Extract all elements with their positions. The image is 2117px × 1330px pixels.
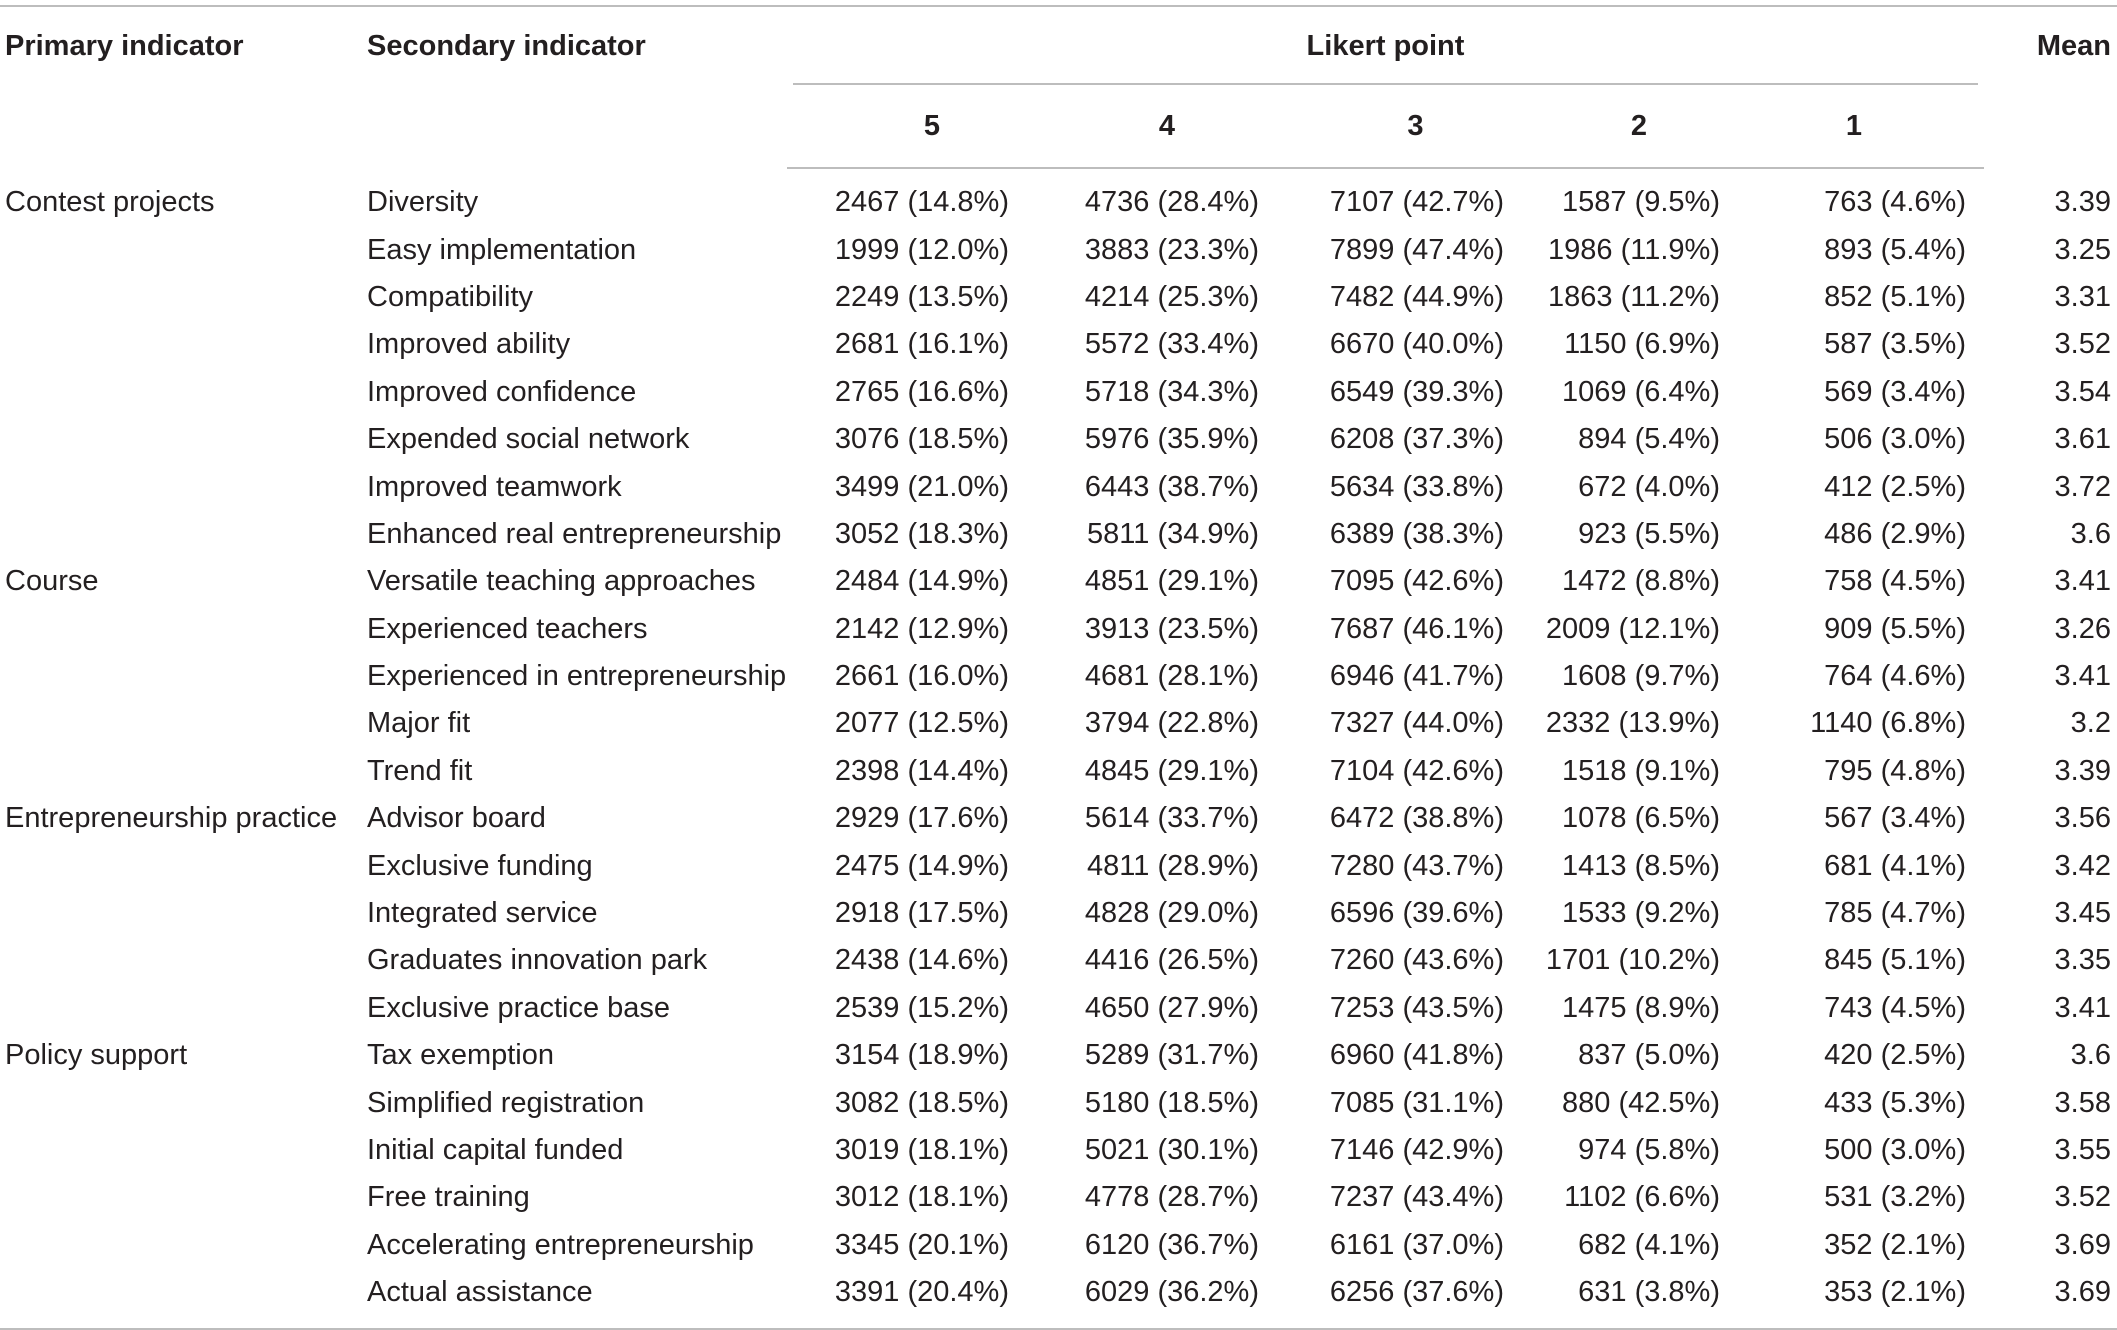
table-row bbox=[0, 937, 2117, 984]
cell-point-3: 7104 (42.6%) bbox=[1329, 754, 1504, 787]
cell-point-4: 5180 (18.5%) bbox=[1084, 1086, 1259, 1119]
header-secondary-indicator: Secondary indicator bbox=[367, 30, 646, 62]
cell-point-3: 6670 (40.0%) bbox=[1329, 328, 1504, 361]
cell-mean: 3.6 bbox=[2070, 517, 2111, 550]
cell-mean: 3.69 bbox=[2054, 1228, 2111, 1261]
cell-primary-indicator: Policy support bbox=[5, 1039, 188, 1072]
cell-point-1: 795 (4.8%) bbox=[1824, 754, 1966, 787]
cell-mean: 3.61 bbox=[2054, 423, 2111, 456]
cell-primary-indicator bbox=[0, 463, 367, 510]
cell-point-1: 681 (4.1%) bbox=[1824, 849, 1966, 882]
cell-point-1: 352 (2.1%) bbox=[1824, 1228, 1966, 1261]
cell-point-2: 894 (5.4%) bbox=[1578, 423, 1720, 456]
cell-point-4: 4778 (28.7%) bbox=[1084, 1181, 1259, 1214]
table-row bbox=[0, 226, 2117, 273]
cell-primary-indicator bbox=[0, 1127, 367, 1174]
cell-mean: 3.45 bbox=[2054, 897, 2111, 930]
table-row bbox=[0, 842, 2117, 889]
cell-mean: 3.31 bbox=[2054, 280, 2111, 313]
cell-secondary-indicator: Easy implementation bbox=[367, 233, 637, 266]
cell-point-5: 3019 (18.1%) bbox=[834, 1134, 1009, 1166]
header-point-3: 3 bbox=[1267, 85, 1514, 168]
cell-secondary-indicator: Expended social network bbox=[367, 423, 690, 456]
cell-primary-indicator: Contest projects bbox=[5, 185, 215, 218]
cell-point-3: 7253 (43.5%) bbox=[1329, 991, 1504, 1024]
cell-point-4: 4811 (28.9%) bbox=[1087, 849, 1259, 882]
cell-point-5: 2539 (15.2%) bbox=[834, 991, 1009, 1024]
cell-point-3: 7107 (42.7%) bbox=[1329, 186, 1504, 219]
cell-secondary-indicator: Simplified registration bbox=[367, 1086, 645, 1119]
cell-point-1: 909 (5.5%) bbox=[1824, 612, 1966, 645]
cell-mean: 3.26 bbox=[2054, 612, 2111, 645]
header-likert-label: Likert point bbox=[1306, 29, 1465, 62]
cell-point-5: 3499 (21.0%) bbox=[834, 470, 1009, 503]
cell-point-3: 6472 (38.8%) bbox=[1329, 802, 1504, 835]
cell-secondary-indicator: Trend fit bbox=[367, 754, 473, 787]
cell-point-4: 5021 (30.1%) bbox=[1084, 1134, 1259, 1166]
cell-secondary-indicator: Advisor board bbox=[367, 802, 546, 835]
cell-point-3: 6208 (37.3%) bbox=[1329, 423, 1504, 456]
header-likert-point bbox=[787, 6, 1984, 85]
table-row bbox=[0, 1079, 2117, 1126]
cell-secondary-indicator: Versatile teaching approaches bbox=[367, 565, 756, 598]
cell-point-4: 3883 (23.3%) bbox=[1084, 233, 1259, 266]
cell-point-1: 420 (2.5%) bbox=[1824, 1039, 1966, 1072]
cell-point-1: 764 (4.6%) bbox=[1824, 660, 1966, 693]
cell-point-1: 569 (3.4%) bbox=[1824, 375, 1966, 408]
table-row bbox=[0, 1127, 2117, 1174]
cell-point-4: 4845 (29.1%) bbox=[1084, 754, 1259, 787]
cell-secondary-indicator: Enhanced real entrepreneurship bbox=[367, 517, 782, 550]
cell-point-1: 486 (2.9%) bbox=[1824, 517, 1966, 550]
cell-point-3: 7237 (43.4%) bbox=[1329, 1181, 1504, 1214]
cell-mean: 3.2 bbox=[2070, 707, 2111, 740]
cell-point-5: 3052 (18.3%) bbox=[834, 517, 1009, 550]
cell-point-3: 7146 (42.9%) bbox=[1329, 1134, 1504, 1166]
cell-point-2: 1587 (9.5%) bbox=[1562, 186, 1720, 219]
cell-secondary-indicator: Experienced in entrepreneurship bbox=[367, 660, 787, 693]
table-row bbox=[0, 653, 2117, 700]
cell-point-4: 5572 (33.4%) bbox=[1084, 328, 1259, 361]
cell-point-5: 3391 (20.4%) bbox=[787, 1269, 1017, 1329]
cell-mean: 3.39 bbox=[2054, 185, 2111, 218]
cell-point-5: 3345 (20.1%) bbox=[834, 1228, 1009, 1261]
cell-primary-indicator bbox=[0, 606, 367, 653]
cell-secondary-indicator: Tax exemption bbox=[367, 1039, 554, 1072]
cell-secondary-indicator: Major fit bbox=[367, 707, 471, 740]
header-row-1 bbox=[0, 6, 2117, 85]
cell-mean: 3.42 bbox=[2054, 849, 2111, 882]
cell-point-2: 631 (3.8%) bbox=[1514, 1269, 1764, 1329]
cell-point-2: 880 (42.5%) bbox=[1562, 1086, 1720, 1119]
cell-point-2: 1701 (10.2%) bbox=[1545, 944, 1720, 977]
cell-secondary-indicator: Exclusive practice base bbox=[367, 991, 671, 1024]
cell-point-1: 531 (3.2%) bbox=[1824, 1181, 1966, 1214]
cell-point-3: 5634 (33.8%) bbox=[1329, 470, 1504, 503]
cell-primary-indicator bbox=[0, 937, 367, 984]
cell-point-5: 2467 (14.8%) bbox=[834, 186, 1009, 219]
cell-point-1: 412 (2.5%) bbox=[1824, 470, 1966, 503]
table-row bbox=[0, 795, 2117, 842]
cell-primary-indicator bbox=[0, 369, 367, 416]
cell-point-2: 1102 (6.6%) bbox=[1564, 1181, 1720, 1214]
cell-point-4: 6443 (38.7%) bbox=[1084, 470, 1259, 503]
cell-point-5: 3082 (18.5%) bbox=[834, 1086, 1009, 1119]
cell-point-5: 2484 (14.9%) bbox=[834, 565, 1009, 598]
cell-point-1: 845 (5.1%) bbox=[1824, 944, 1966, 977]
cell-point-2: 1863 (11.2%) bbox=[1548, 280, 1720, 313]
table-row bbox=[0, 748, 2117, 795]
cell-mean: 3.41 bbox=[2054, 565, 2111, 598]
cell-secondary-indicator: Graduates innovation park bbox=[367, 944, 708, 977]
cell-point-4: 6029 (36.2%) bbox=[1017, 1269, 1267, 1329]
cell-point-1: 893 (5.4%) bbox=[1824, 233, 1966, 266]
cell-point-3: 7280 (43.7%) bbox=[1329, 849, 1504, 882]
cell-point-5: 2475 (14.9%) bbox=[834, 849, 1009, 882]
cell-primary-indicator bbox=[0, 1174, 367, 1221]
header-mean: Mean bbox=[2036, 30, 2111, 62]
cell-secondary-indicator: Improved confidence bbox=[367, 375, 637, 408]
header-point-5: 5 bbox=[787, 85, 1017, 168]
cell-mean: 3.69 bbox=[1984, 1269, 2117, 1329]
cell-point-5: 2918 (17.5%) bbox=[834, 897, 1009, 930]
cell-point-2: 1608 (9.7%) bbox=[1562, 660, 1720, 693]
cell-point-4: 4736 (28.4%) bbox=[1084, 186, 1259, 219]
cell-point-3: 6946 (41.7%) bbox=[1329, 660, 1504, 693]
cell-point-2: 672 (4.0%) bbox=[1578, 470, 1720, 503]
cell-point-5: 1999 (12.0%) bbox=[834, 233, 1009, 266]
table-row bbox=[0, 1269, 2117, 1329]
cell-secondary-indicator: Exclusive funding bbox=[367, 849, 593, 882]
table-row bbox=[0, 274, 2117, 321]
cell-point-4: 6120 (36.7%) bbox=[1084, 1228, 1259, 1261]
cell-point-2: 837 (5.0%) bbox=[1578, 1039, 1720, 1072]
cell-mean: 3.39 bbox=[2054, 754, 2111, 787]
cell-point-2: 2332 (13.9%) bbox=[1545, 707, 1720, 740]
cell-point-2: 1078 (6.5%) bbox=[1562, 802, 1720, 835]
cell-point-5: 3012 (18.1%) bbox=[834, 1181, 1009, 1214]
cell-mean: 3.41 bbox=[2054, 991, 2111, 1024]
cell-point-3: 6161 (37.0%) bbox=[1329, 1228, 1504, 1261]
cell-primary-indicator: Course bbox=[5, 565, 99, 598]
cell-point-1: 1140 (6.8%) bbox=[1810, 707, 1966, 740]
cell-point-4: 4851 (29.1%) bbox=[1084, 565, 1259, 598]
cell-mean: 3.25 bbox=[2054, 233, 2111, 266]
cell-point-1: 353 (2.1%) bbox=[1764, 1269, 1984, 1329]
cell-mean: 3.41 bbox=[2054, 660, 2111, 693]
cell-point-3: 6960 (41.8%) bbox=[1329, 1039, 1504, 1072]
cell-point-3: 6256 (37.6%) bbox=[1267, 1269, 1514, 1329]
cell-point-5: 2681 (16.1%) bbox=[834, 328, 1009, 361]
table-row bbox=[0, 890, 2117, 937]
cell-point-4: 5718 (34.3%) bbox=[1084, 375, 1259, 408]
cell-point-3: 7085 (31.1%) bbox=[1329, 1086, 1504, 1119]
cell-primary-indicator bbox=[0, 1222, 367, 1269]
header-point-1: 1 bbox=[1764, 85, 1984, 168]
cell-point-4: 4828 (29.0%) bbox=[1084, 897, 1259, 930]
cell-point-3: 7327 (44.0%) bbox=[1329, 707, 1504, 740]
cell-point-2: 974 (5.8%) bbox=[1578, 1134, 1720, 1166]
table-row bbox=[0, 606, 2117, 653]
cell-point-3: 6549 (39.3%) bbox=[1329, 375, 1504, 408]
cell-primary-indicator bbox=[0, 985, 367, 1032]
cell-point-2: 2009 (12.1%) bbox=[1545, 612, 1720, 645]
table-row bbox=[0, 1222, 2117, 1269]
cell-point-5: 2077 (12.5%) bbox=[834, 707, 1009, 740]
cell-primary-indicator bbox=[0, 700, 367, 747]
cell-primary-indicator bbox=[0, 1079, 367, 1126]
cell-primary-indicator bbox=[0, 226, 367, 273]
cell-point-4: 4214 (25.3%) bbox=[1084, 280, 1259, 313]
cell-primary-indicator bbox=[0, 511, 367, 558]
cell-secondary-indicator: Compatibility bbox=[367, 280, 533, 313]
cell-secondary-indicator: Actual assistance bbox=[367, 1269, 787, 1329]
cell-point-5: 2765 (16.6%) bbox=[834, 375, 1009, 408]
cell-point-2: 1533 (9.2%) bbox=[1562, 897, 1720, 930]
cell-mean: 3.58 bbox=[2054, 1086, 2111, 1119]
cell-point-5: 3154 (18.9%) bbox=[834, 1039, 1009, 1072]
cell-point-5: 2398 (14.4%) bbox=[834, 754, 1009, 787]
cell-primary-indicator: Entrepreneurship practice bbox=[5, 802, 338, 835]
table-row bbox=[0, 463, 2117, 510]
cell-point-1: 852 (5.1%) bbox=[1824, 280, 1966, 313]
cell-point-2: 1475 (8.9%) bbox=[1562, 991, 1720, 1024]
cell-point-5: 2249 (13.5%) bbox=[834, 280, 1009, 313]
cell-point-4: 4416 (26.5%) bbox=[1084, 944, 1259, 977]
cell-primary-indicator bbox=[0, 890, 367, 937]
cell-mean: 3.55 bbox=[2054, 1134, 2111, 1166]
cell-primary-indicator bbox=[0, 321, 367, 368]
cell-point-1: 758 (4.5%) bbox=[1824, 565, 1966, 598]
cell-mean: 3.35 bbox=[2054, 944, 2111, 977]
cell-primary-indicator bbox=[0, 842, 367, 889]
cell-point-1: 587 (3.5%) bbox=[1824, 328, 1966, 361]
table-row bbox=[0, 369, 2117, 416]
table-row bbox=[0, 1174, 2117, 1221]
cell-primary-indicator bbox=[0, 653, 367, 700]
cell-secondary-indicator: Diversity bbox=[367, 185, 479, 218]
cell-mean: 3.56 bbox=[2054, 802, 2111, 835]
cell-point-5: 3076 (18.5%) bbox=[834, 423, 1009, 456]
cell-point-3: 7260 (43.6%) bbox=[1329, 944, 1504, 977]
cell-point-1: 506 (3.0%) bbox=[1824, 423, 1966, 456]
cell-secondary-indicator: Free training bbox=[367, 1181, 530, 1214]
cell-point-1: 433 (5.3%) bbox=[1824, 1086, 1966, 1119]
table-row bbox=[0, 416, 2117, 463]
cell-point-2: 1472 (8.8%) bbox=[1562, 565, 1720, 598]
cell-point-3: 7687 (46.1%) bbox=[1329, 612, 1504, 645]
cell-point-4: 5614 (33.7%) bbox=[1084, 802, 1259, 835]
table-row bbox=[0, 511, 2117, 558]
cell-point-2: 1413 (8.5%) bbox=[1562, 849, 1720, 882]
cell-secondary-indicator: Integrated service bbox=[367, 897, 598, 930]
cell-secondary-indicator: Improved teamwork bbox=[367, 470, 622, 503]
header-primary-indicator: Primary indicator bbox=[5, 30, 244, 62]
cell-point-2: 923 (5.5%) bbox=[1578, 517, 1720, 550]
cell-mean: 3.72 bbox=[2054, 470, 2111, 503]
cell-point-3: 6389 (38.3%) bbox=[1329, 517, 1504, 550]
cell-point-4: 5976 (35.9%) bbox=[1084, 423, 1259, 456]
header-point-2: 2 bbox=[1514, 85, 1764, 168]
cell-point-5: 2438 (14.6%) bbox=[834, 944, 1009, 977]
cell-primary-indicator bbox=[0, 1269, 367, 1329]
table-row bbox=[0, 985, 2117, 1032]
cell-point-5: 2142 (12.9%) bbox=[834, 612, 1009, 645]
cell-primary-indicator bbox=[0, 274, 367, 321]
likert-span-rule bbox=[793, 83, 1978, 85]
cell-point-4: 5811 (34.9%) bbox=[1087, 517, 1259, 550]
cell-point-1: 500 (3.0%) bbox=[1824, 1134, 1966, 1166]
cell-point-2: 1518 (9.1%) bbox=[1562, 754, 1720, 787]
cell-point-5: 2929 (17.6%) bbox=[834, 802, 1009, 835]
cell-point-4: 4650 (27.9%) bbox=[1084, 991, 1259, 1024]
cell-point-2: 1069 (6.4%) bbox=[1562, 375, 1720, 408]
likert-table bbox=[0, 5, 2117, 1330]
cell-point-1: 785 (4.7%) bbox=[1824, 897, 1966, 930]
cell-point-4: 3913 (23.5%) bbox=[1084, 612, 1259, 645]
cell-point-4: 3794 (22.8%) bbox=[1084, 707, 1259, 740]
table-body bbox=[0, 168, 2117, 1329]
cell-secondary-indicator: Accelerating entrepreneurship bbox=[367, 1228, 754, 1261]
table-row bbox=[0, 1032, 2117, 1079]
cell-primary-indicator bbox=[0, 416, 367, 463]
cell-point-2: 682 (4.1%) bbox=[1578, 1228, 1720, 1261]
cell-point-1: 743 (4.5%) bbox=[1824, 991, 1966, 1024]
cell-point-3: 7482 (44.9%) bbox=[1329, 280, 1504, 313]
cell-point-1: 763 (4.6%) bbox=[1824, 186, 1966, 219]
header-point-4: 4 bbox=[1017, 85, 1267, 168]
cell-point-3: 6596 (39.6%) bbox=[1329, 897, 1504, 930]
table-row bbox=[0, 558, 2117, 605]
cell-point-1: 567 (3.4%) bbox=[1824, 802, 1966, 835]
cell-point-4: 5289 (31.7%) bbox=[1084, 1039, 1259, 1072]
table-row bbox=[0, 700, 2117, 747]
cell-point-4: 4681 (28.1%) bbox=[1084, 660, 1259, 693]
cell-mean: 3.54 bbox=[2054, 375, 2111, 408]
cell-mean: 3.52 bbox=[2054, 1181, 2111, 1214]
cell-secondary-indicator: Initial capital funded bbox=[367, 1134, 624, 1166]
table-row bbox=[0, 321, 2117, 368]
cell-point-5: 2661 (16.0%) bbox=[834, 660, 1009, 693]
cell-secondary-indicator: Experienced teachers bbox=[367, 612, 648, 645]
cell-point-3: 7899 (47.4%) bbox=[1329, 233, 1504, 266]
table-row bbox=[0, 168, 2117, 226]
cell-point-3: 7095 (42.6%) bbox=[1329, 565, 1504, 598]
cell-point-2: 1150 (6.9%) bbox=[1564, 328, 1720, 361]
cell-secondary-indicator: Improved ability bbox=[367, 328, 571, 361]
cell-mean: 3.6 bbox=[2070, 1039, 2111, 1072]
cell-primary-indicator bbox=[0, 748, 367, 795]
cell-point-2: 1986 (11.9%) bbox=[1548, 233, 1720, 266]
cell-mean: 3.52 bbox=[2054, 328, 2111, 361]
